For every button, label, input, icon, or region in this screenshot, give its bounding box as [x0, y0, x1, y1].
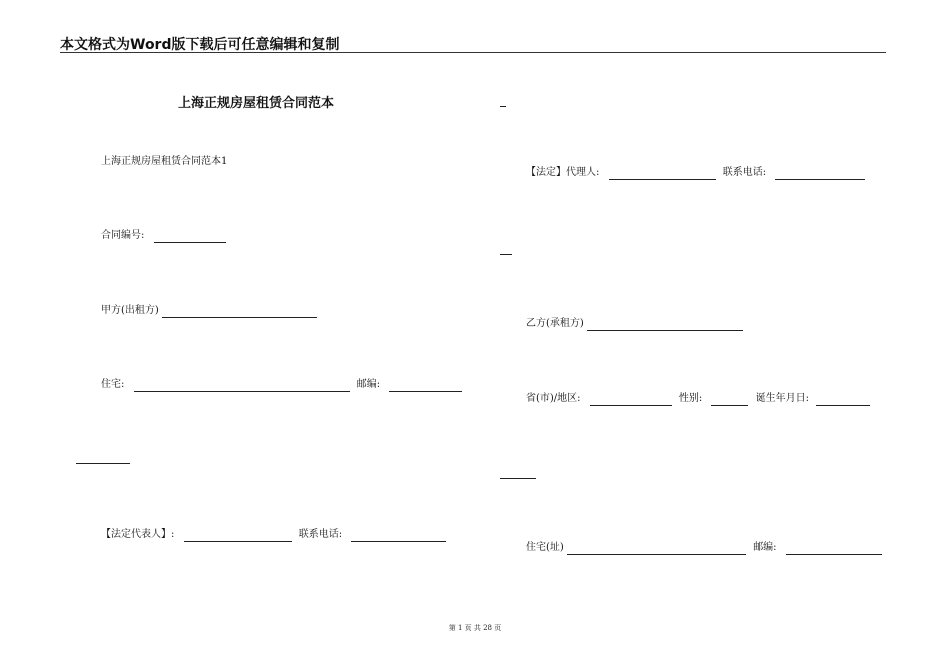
left-residence-row: [101, 378, 462, 392]
right-continuation-blank-1: [500, 254, 512, 255]
right-continuation-blank-2: [500, 478, 536, 479]
left-phone-blank: [351, 530, 446, 542]
birthday-label: 诞生年月日:: [755, 393, 810, 404]
right-phone-blank: [775, 168, 865, 180]
party-b-label: 乙方(承租方): [526, 318, 584, 329]
header-title: 本文格式为Word版下载后可任意编辑和复制: [60, 37, 340, 53]
contract-number-label: 合同编号:: [101, 230, 145, 241]
address-label: 住宅(址): [526, 542, 564, 553]
birthday-blank: [816, 394, 870, 406]
party-a-row: [101, 304, 317, 318]
legal-rep-label: 【法定代表人】:: [101, 529, 175, 540]
gender-label: 性别:: [678, 393, 703, 404]
left-phone-label: 联系电话:: [298, 529, 343, 540]
address-blank: [567, 543, 746, 555]
gender-blank: [711, 394, 748, 406]
right-phone-label: 联系电话:: [722, 167, 767, 178]
left-postcode-blank: [389, 380, 462, 392]
contract-number-blank: [154, 231, 226, 243]
right-postcode-label: 邮编:: [753, 542, 777, 553]
legal-rep-blank: [184, 530, 292, 542]
left-residence-label: 住宅:: [101, 379, 125, 390]
legal-agent-label: 【法定】代理人:: [526, 167, 600, 178]
left-postcode-label: 邮编:: [356, 379, 381, 390]
party-b-blank: [587, 319, 743, 331]
left-continuation-blank: [76, 463, 130, 464]
address-row: [526, 541, 882, 555]
contract-number-row: [101, 229, 226, 243]
party-b-row: [526, 317, 743, 331]
party-a-blank: [162, 306, 317, 318]
legal-rep-row: [101, 528, 446, 542]
legal-agent-blank: [609, 168, 716, 180]
legal-agent-row: [526, 166, 865, 180]
header-divider: [60, 52, 886, 53]
contract-subtitle: [101, 155, 227, 169]
contract-subtitle-text: 上海正规房屋租赁合同范本1: [101, 156, 228, 167]
page-number: 第 1 页 共 28 页: [448, 624, 502, 632]
document-title: 上海正规房屋租赁合同范本: [178, 96, 335, 111]
province-label: 省(市)/地区:: [526, 393, 581, 404]
right-top-blank: [500, 106, 506, 107]
right-postcode-blank: [786, 543, 882, 555]
province-row: [526, 392, 870, 406]
province-blank: [590, 394, 672, 406]
party-a-label: 甲方(出租方): [101, 305, 159, 316]
left-residence-blank: [134, 380, 350, 392]
